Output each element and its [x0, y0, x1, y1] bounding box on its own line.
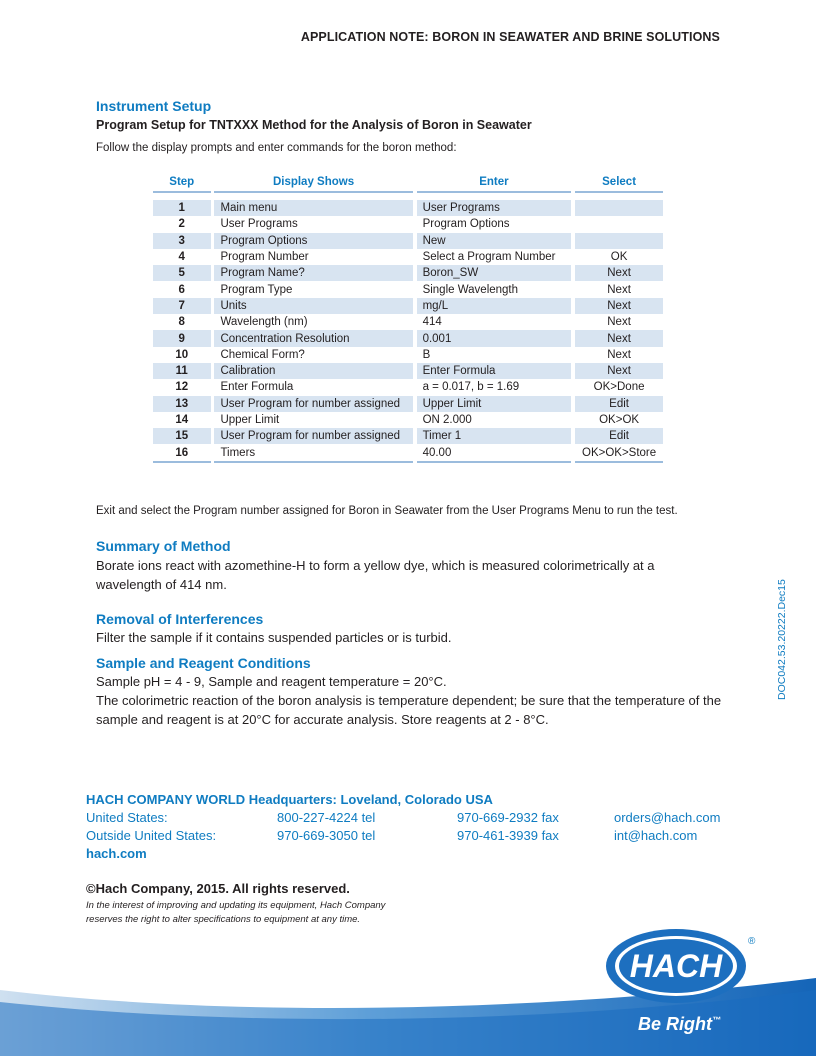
enter-cell: New: [417, 233, 572, 249]
step-cell: 10: [175, 348, 189, 361]
table-row: [153, 265, 663, 281]
program-setup-table: [153, 172, 663, 463]
enter-cell: 414: [422, 316, 442, 329]
select-cell: Edit: [575, 428, 663, 444]
table-row: [153, 200, 663, 216]
intl-label: Outside United States:: [86, 828, 217, 843]
select-cell: Next: [575, 330, 663, 346]
step-cell: 4: [178, 251, 185, 264]
select-cell: Next: [575, 298, 663, 314]
display-cell: Program Name?: [214, 265, 412, 281]
display-cell: Chemical Form?: [220, 348, 305, 361]
tagline-text: Be Right: [638, 1014, 712, 1034]
display-cell: Program Type: [220, 283, 293, 296]
us-tel: 800-227-4224 tel: [277, 810, 376, 825]
header-step: Step: [153, 172, 211, 192]
header-select: Select: [575, 172, 663, 192]
header-display-shows: Display Shows: [214, 172, 412, 192]
display-cell: Wavelength (nm): [220, 316, 308, 329]
document-code: DOC042.53.20222.Dec15: [776, 579, 788, 700]
enter-cell: a = 0.017, b = 1.69: [422, 381, 520, 394]
intl-fax: 970-461-3939 fax: [457, 828, 559, 843]
display-cell: Main menu: [214, 200, 412, 216]
select-cell: Next: [575, 265, 663, 281]
select-cell: OK>OK: [599, 414, 640, 426]
enter-cell: Boron_SW: [417, 265, 572, 281]
enter-cell: ON 2.000: [422, 414, 472, 426]
display-cell: Units: [214, 298, 412, 314]
enter-cell: User Programs: [417, 200, 572, 216]
enter-cell: B: [422, 348, 431, 361]
select-cell: OK>OK>Store: [575, 444, 663, 461]
summary-text: Borate ions react with azomethine-H to form a yellow dye, which is measured colorimetrically at a wavelength of 414 nm.: [96, 558, 655, 592]
setup-intro: Follow the display prompts and enter commands for the boron method:: [96, 142, 457, 154]
conditions-line-2: The colorimetric reaction of the boron analysis is temperature dependent; be sure that the temperature of the sample and reagent is at 20°C for accurate analysis. Store reagents at 2 - 8°C.: [96, 693, 722, 727]
table-row: [153, 347, 663, 363]
step-cell: 5: [153, 265, 211, 281]
enter-cell: Upper Limit: [417, 396, 572, 412]
select-cell: [575, 233, 663, 249]
display-cell: Calibration: [214, 363, 412, 379]
enter-cell: Timer 1: [417, 428, 572, 444]
instrument-setup-heading: Instrument Setup: [96, 98, 212, 114]
step-cell: 13: [153, 396, 211, 412]
display-cell: Enter Formula: [220, 381, 294, 394]
select-cell: [575, 200, 663, 216]
step-cell: 8: [178, 316, 185, 329]
headquarters: HACH COMPANY WORLD Headquarters: Loveland, Colorado USA: [86, 792, 493, 807]
step-cell: 15: [153, 428, 211, 444]
step-cell: 2: [178, 218, 185, 231]
us-label: United States:: [86, 810, 168, 825]
summary-heading: Summary of Method: [96, 538, 231, 554]
registered-mark: ®: [748, 936, 756, 947]
table-header-row: [153, 172, 663, 192]
enter-cell: Enter Formula: [417, 363, 572, 379]
conditions-line-1: Sample pH = 4 - 9, Sample and reagent temperature = 20°C.: [96, 674, 447, 689]
step-cell: 7: [153, 298, 211, 314]
select-cell: [575, 216, 663, 232]
step-cell: 6: [178, 283, 185, 296]
table-row: [153, 379, 663, 395]
select-cell: OK: [610, 251, 628, 264]
enter-cell: 40.00: [417, 444, 572, 461]
table-row: [153, 363, 663, 379]
tagline: [638, 1014, 721, 1035]
step-cell: 3: [153, 233, 211, 249]
conditions-heading: Sample and Reagent Conditions: [96, 655, 311, 671]
table-row: [153, 233, 663, 249]
display-cell: Program Options: [214, 233, 412, 249]
interferences-text: Filter the sample if it contains suspended particles or is turbid.: [96, 630, 452, 645]
us-fax: 970-669-2932 fax: [457, 810, 559, 825]
program-setup-subheading: Program Setup for TNTXXX Method for the Analysis of Boron in Seawater: [96, 118, 532, 132]
display-cell: Program Number: [220, 251, 309, 264]
enter-cell: 0.001: [417, 330, 572, 346]
display-cell: Timers: [214, 444, 412, 461]
step-cell: 16: [153, 444, 211, 461]
exit-note: Exit and select the Program number assigned for Boron in Seawater from the User Programs Menu to run the test.: [96, 505, 678, 517]
website-link[interactable]: hach.com: [86, 846, 147, 861]
table-row: [153, 216, 663, 232]
table-row: [153, 314, 663, 330]
select-cell: OK>Done: [593, 381, 645, 394]
step-cell: 12: [175, 381, 189, 394]
table-row: [153, 281, 663, 297]
display-cell: User Program for number assigned: [214, 396, 412, 412]
enter-cell: mg/L: [417, 298, 572, 314]
step-cell: 11: [153, 363, 211, 379]
hach-logo-text: HACH: [629, 948, 723, 984]
intl-tel: 970-669-3050 tel: [277, 828, 376, 843]
disclaimer-line-2: reserves the right to alter specifications to equipment at any time.: [86, 914, 361, 925]
table-row: [153, 412, 663, 428]
display-cell: Concentration Resolution: [214, 330, 412, 346]
disclaimer-line-1: In the interest of improving and updating its equipment, Hach Company: [86, 900, 386, 911]
hach-logo: [604, 926, 754, 1006]
display-cell: User Program for number assigned: [214, 428, 412, 444]
select-cell: Next: [607, 348, 631, 361]
step-cell: 9: [153, 330, 211, 346]
table-row: [153, 444, 663, 461]
table-body: [153, 192, 663, 462]
header-title: APPLICATION NOTE: BORON IN SEAWATER AND BRINE SOLUTIONS: [300, 30, 720, 44]
us-email-link[interactable]: orders@hach.com: [614, 810, 721, 825]
header-enter: Enter: [417, 172, 572, 192]
display-cell: User Programs: [220, 218, 298, 231]
select-cell: Next: [607, 316, 631, 329]
display-cell: Upper Limit: [220, 414, 280, 426]
select-cell: Next: [607, 283, 631, 296]
step-cell: 14: [175, 414, 189, 426]
table-row: [153, 298, 663, 314]
enter-cell: Program Options: [422, 218, 510, 231]
table-row: [153, 396, 663, 412]
interferences-heading: Removal of Interferences: [96, 611, 264, 627]
trademark-mark: ™: [712, 1015, 721, 1025]
intl-email-link[interactable]: int@hach.com: [614, 828, 698, 843]
table-row: [153, 428, 663, 444]
select-cell: Edit: [575, 396, 663, 412]
select-cell: Next: [575, 363, 663, 379]
table-row: [153, 330, 663, 346]
step-cell: 1: [153, 200, 211, 216]
copyright: ©Hach Company, 2015. All rights reserved.: [86, 881, 350, 896]
enter-cell: Select a Program Number: [422, 251, 556, 264]
enter-cell: Single Wavelength: [422, 283, 519, 296]
table-row: [153, 249, 663, 265]
